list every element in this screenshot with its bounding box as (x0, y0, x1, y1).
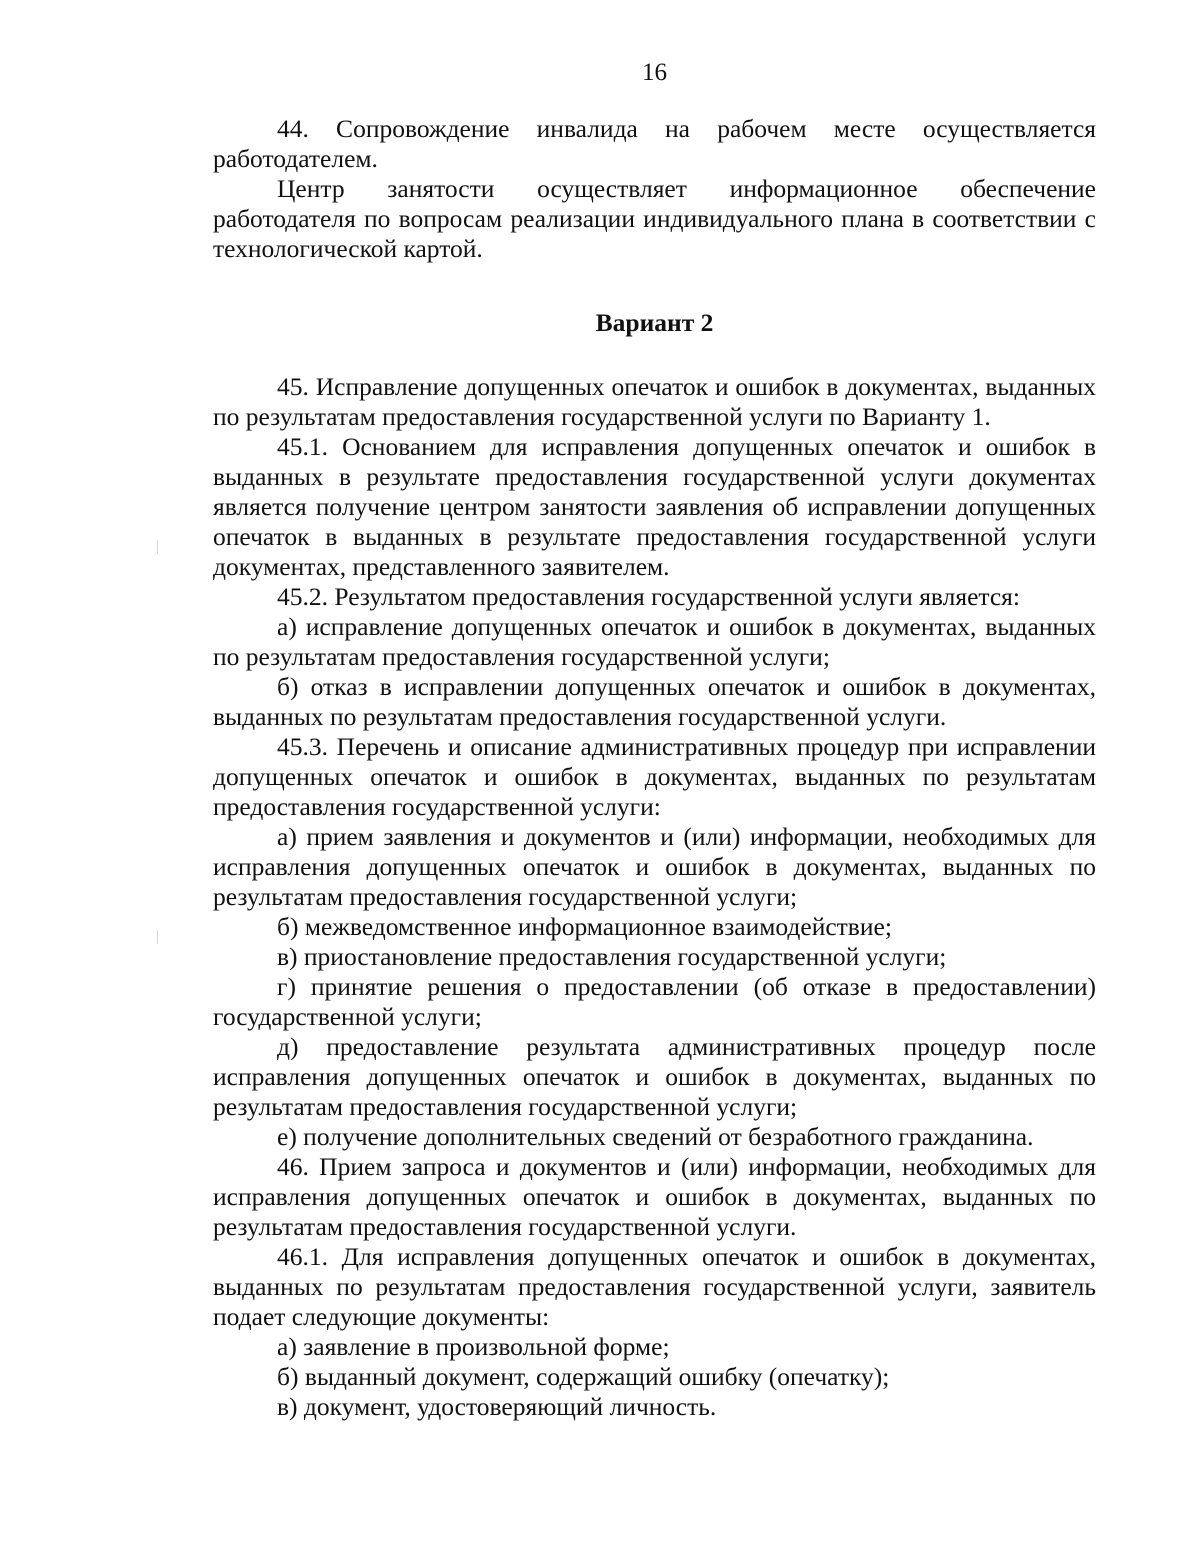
list-item-45-3-g: г) принятие решения о предоставлении (об отказе в предоставлении) государственной услуги; (213, 972, 1096, 1031)
list-item-45-3-v: в) приостановление предоставления государственной услуги; (277, 942, 947, 971)
list-item-45-2-b: б) отказ в исправлении допущенных опечаток и ошибок в документах, выданных по результатам предоставления государственной услуги. (213, 672, 1096, 731)
paragraph-45-1: 45.1. Основанием для исправления допущенных опечаток и ошибок в выданных в результате предоставления государственной услуги документах является получение центром занятости заявления об исправлении допущенных опечаток в выданных в результате предоставления государственной услуги документах, представленного заявителем. (213, 432, 1096, 581)
section-title: Вариант 2 (595, 308, 714, 337)
list-item-45-2-a: а) исправление допущенных опечаток и ошибок в документах, выданных по результатам предоставления государственной услуги; (213, 612, 1096, 671)
list-item-45-3-b: б) межведомственное информационное взаимодействие; (277, 912, 892, 941)
paragraph-44: 44. Сопровождение инвалида на рабочем месте осуществляется работодателем. (213, 114, 1096, 173)
list-item-46-1-v: в) документ, удостоверяющий личность. (277, 1392, 717, 1421)
scan-margin-mark (157, 930, 158, 944)
list-item-46-1-a: а) заявление в произвольной форме; (277, 1332, 670, 1361)
paragraph-45-2: 45.2. Результатом предоставления государственной услуги является: (277, 582, 1020, 611)
paragraph-46-1: 46.1. Для исправления допущенных опечаток и ошибок в документах, выданных по результатам предоставления государственной услуги, заявитель подает следующие документы: (213, 1242, 1096, 1331)
page-number: 16 (642, 59, 667, 86)
scan-margin-mark (157, 540, 158, 554)
paragraph-45: 45. Исправление допущенных опечаток и ошибок в документах, выданных по результатам предоставления государственной услуги по Варианту 1. (213, 372, 1096, 431)
paragraph-employment-center: Центр занятости осуществляет информационное обеспечение работодателя по вопросам реализации индивидуального плана в соответствии с технологической картой. (213, 174, 1096, 263)
paragraph-46: 46. Прием запроса и документов и (или) информации, необходимых для исправления допущенных опечаток и ошибок в документах, выданных по результатам предоставления государственной услуги. (213, 1152, 1096, 1241)
list-item-45-3-a: а) прием заявления и документов и (или) информации, необходимых для исправления допущенных опечаток и ошибок в документах, выданных по результатам предоставления государственной услуги; (213, 822, 1096, 911)
document-body (213, 114, 1096, 1422)
paragraph-45-3: 45.3. Перечень и описание административных процедур при исправлении допущенных опечаток и ошибок в документах, выданных по результатам предоставления государственной услуги: (213, 732, 1096, 821)
list-item-45-3-e: е) получение дополнительных сведений от безработного гражданина. (277, 1122, 1034, 1151)
list-item-45-3-d: д) предоставление результата административных процедур после исправления допущенных опечаток и ошибок в документах, выданных по результатам предоставления государственной услуги; (213, 1032, 1096, 1121)
list-item-46-1-b: б) выданный документ, содержащий ошибку (опечатку); (277, 1362, 890, 1391)
